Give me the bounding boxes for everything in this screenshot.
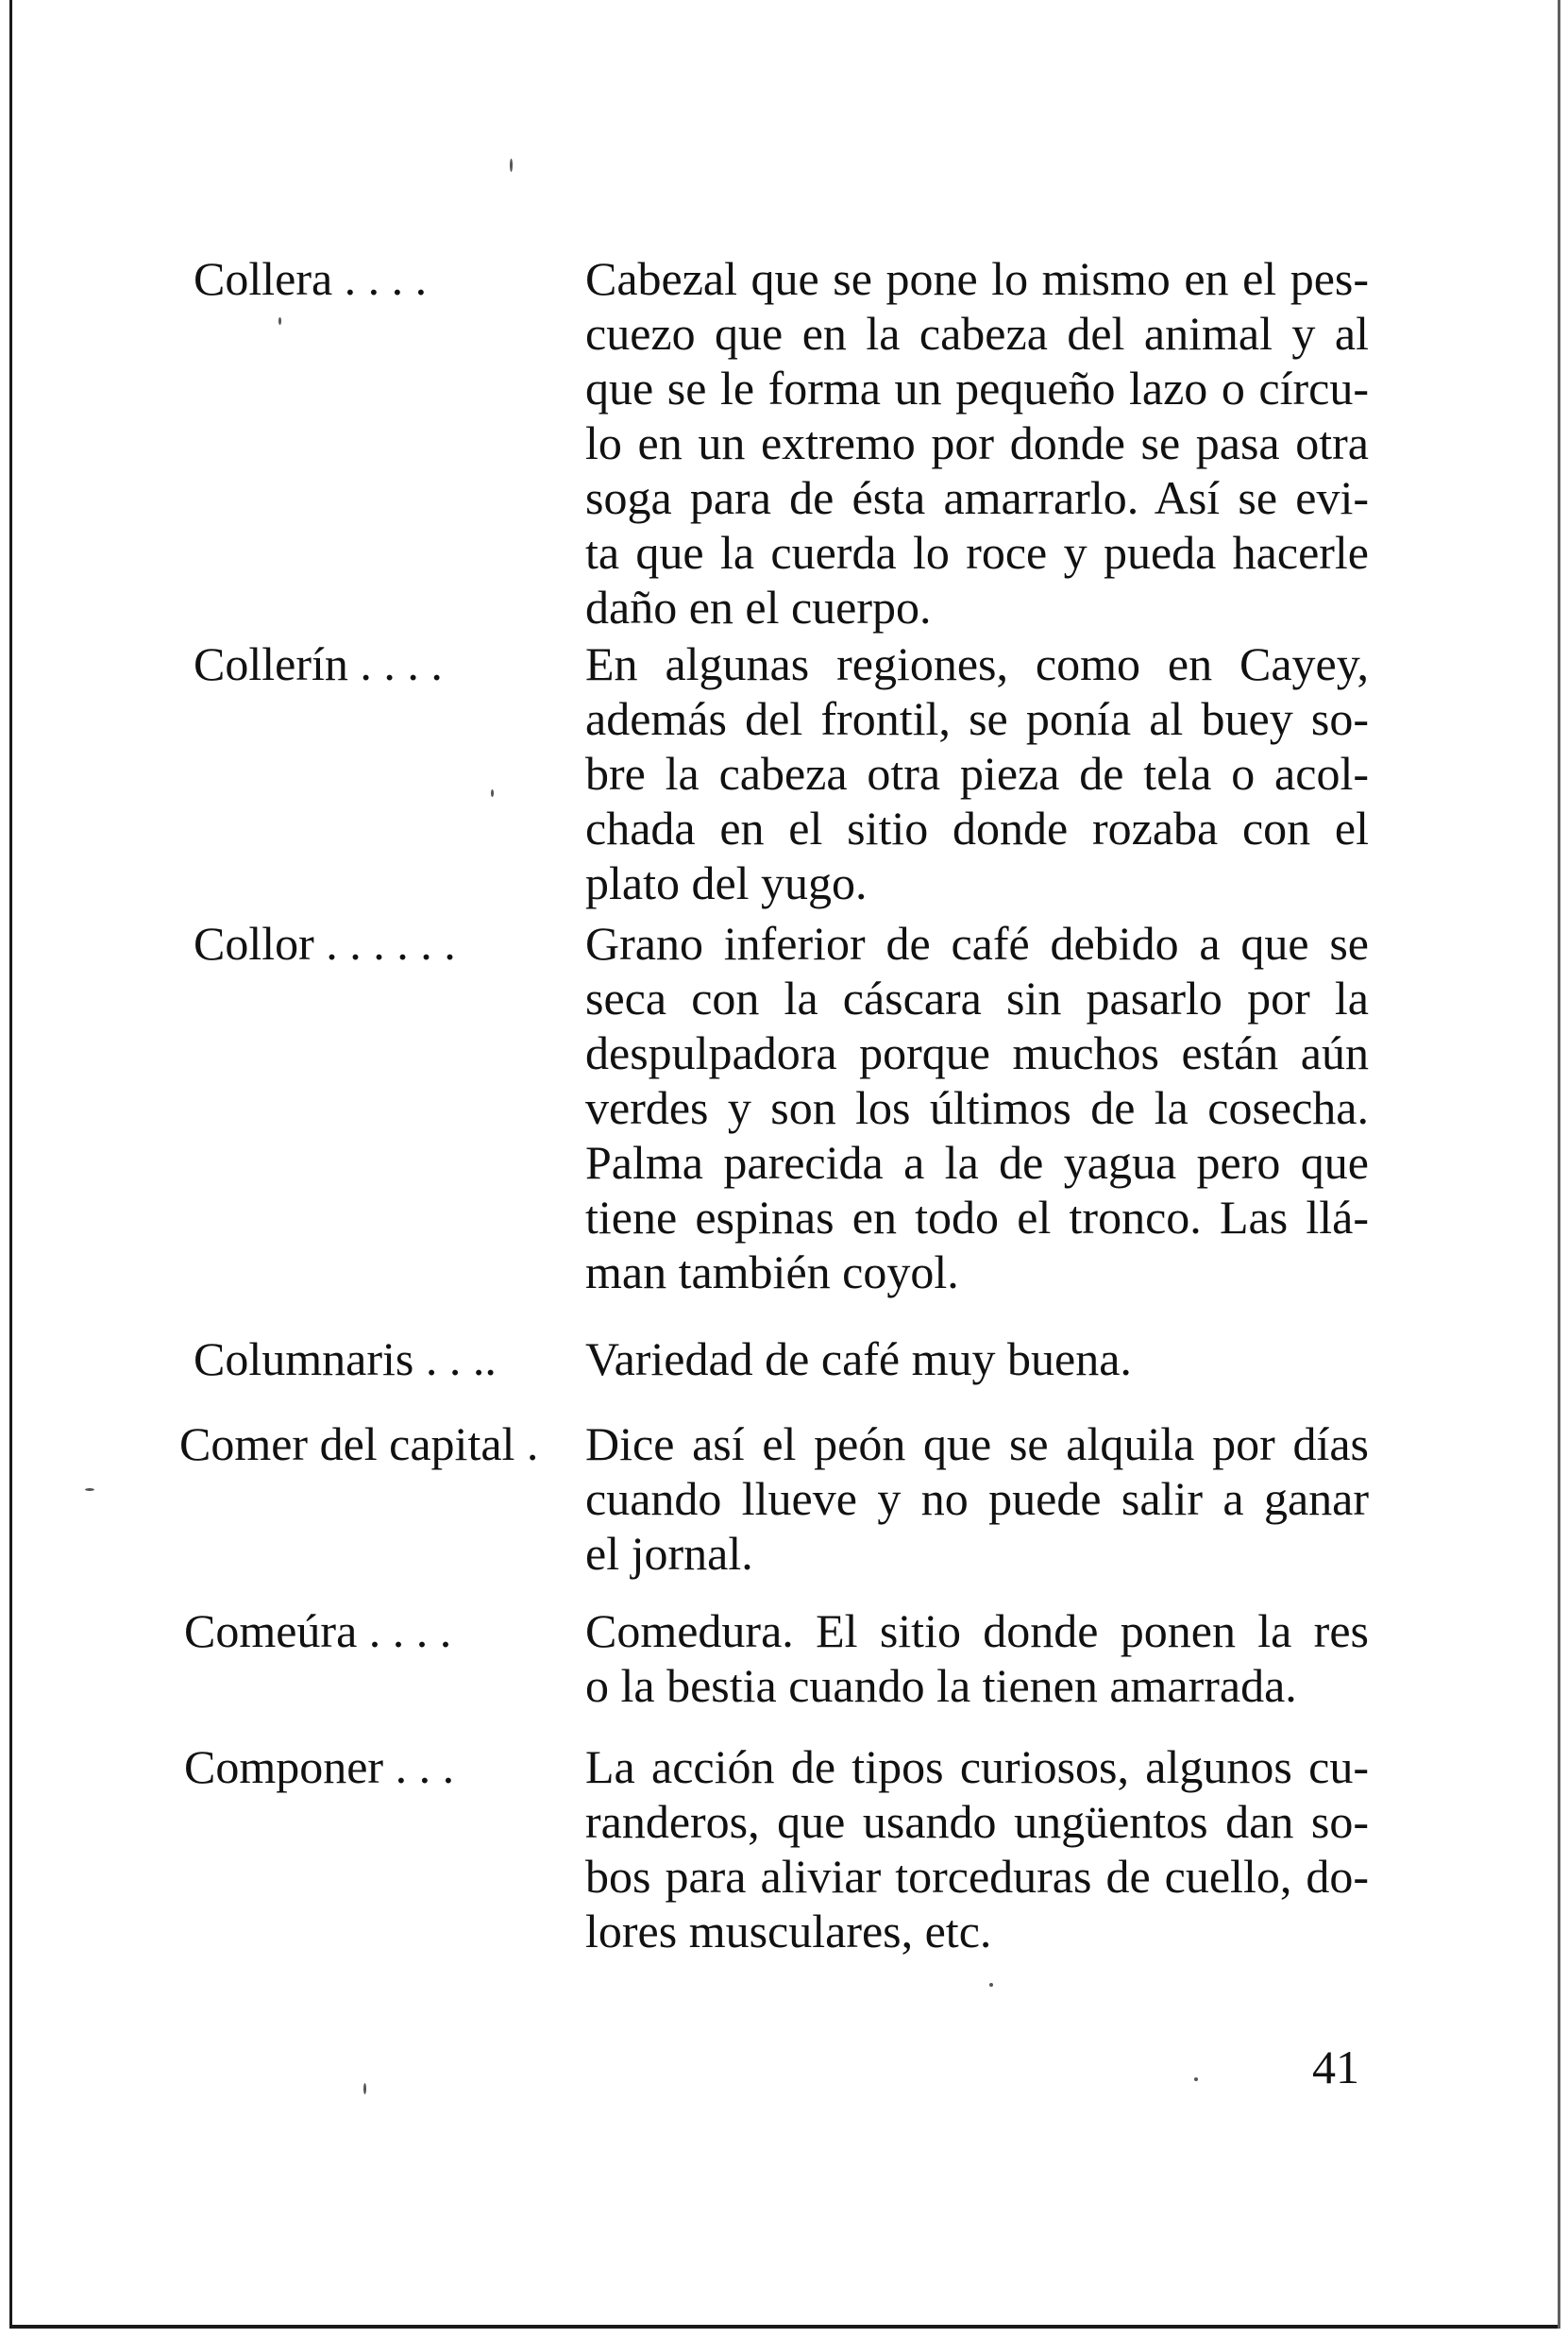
- entry-definition: [585, 1603, 1369, 1713]
- definition-line: ta que la cuerda lo roce y pueda hacerle: [585, 526, 1369, 579]
- definition-line: chada en el sitio donde rozaba con el: [585, 802, 1369, 855]
- scan-speck: [363, 2083, 366, 2094]
- definition-line: randeros, que usando ungüentos dan so-: [585, 1795, 1369, 1848]
- definition-line: lores musculares, etc.: [585, 1905, 992, 1957]
- definition-line: bre la cabeza otra pieza de tela o acol-: [585, 747, 1369, 800]
- definition-line: que se le forma un pequeño lazo o círcu-: [585, 362, 1369, 415]
- entry-definition: [585, 251, 1369, 635]
- definition-line: seca con la cáscara sin pasarlo por la: [585, 972, 1369, 1025]
- scan-speck: [491, 789, 494, 797]
- scan-speck: [278, 317, 281, 325]
- definition-line: La acción de tipos curiosos, algunos cu-: [585, 1740, 1369, 1793]
- definition-line: plato del yugo.: [585, 856, 868, 909]
- definition-line: bos para aliviar torceduras de cuello, do-: [585, 1850, 1369, 1903]
- definition-line: cuezo que en la cabeza del animal y al: [585, 307, 1369, 360]
- scan-speck: [85, 1488, 94, 1491]
- definition-line: Grano inferior de café debido a que se: [585, 917, 1369, 970]
- entry-term: Columnaris . . ..: [194, 1332, 497, 1385]
- definition-line: despulpadora porque muchos están aún: [585, 1026, 1369, 1079]
- scan-border-right: [1558, 0, 1560, 2329]
- definition-line: verdes y son los últimos de la cosecha.: [585, 1081, 1369, 1134]
- definition-line: En algunas regiones, como en Cayey,: [585, 637, 1369, 690]
- scan-border-left: [9, 0, 12, 2329]
- definition-line: Variedad de café muy buena.: [585, 1332, 1132, 1385]
- entry-term: Componer . . .: [184, 1740, 455, 1793]
- scan-speck: [510, 159, 513, 172]
- definition-line: además del frontil, se ponía al buey so-: [585, 692, 1369, 745]
- entry-term: Collor . . . . . .: [194, 917, 456, 970]
- definition-line: soga para de ésta amarrarlo. Así se evi-: [585, 471, 1369, 524]
- entry-term: Collera . . . .: [194, 252, 428, 305]
- entry-definition: [585, 916, 1369, 1299]
- entry-definition: [585, 636, 1369, 910]
- definition-line: Cabezal que se pone lo mismo en el pes-: [585, 252, 1369, 305]
- definition-line: el jornal.: [585, 1527, 753, 1580]
- entry-term: Collerín . . . .: [194, 637, 443, 690]
- page-number: 41: [1312, 2041, 1359, 2093]
- definition-line: tiene espinas en todo el tronco. Las llá-: [585, 1191, 1369, 1244]
- definition-line: man también coyol.: [585, 1245, 959, 1298]
- scan-border-bottom: [9, 2325, 1558, 2329]
- definition-line: cuando llueve y no puede salir a ganar: [585, 1472, 1369, 1525]
- definition-line: Palma parecida a la de yagua pero que: [585, 1136, 1369, 1189]
- entry-definition: [585, 1331, 1369, 1386]
- definition-line: daño en el cuerpo.: [585, 581, 932, 634]
- entry-definition: [585, 1739, 1369, 1958]
- entry-definition: [585, 1416, 1369, 1581]
- definition-line: Comedura. El sitio donde ponen la res: [585, 1604, 1369, 1657]
- definition-line: o la bestia cuando la tienen amarrada.: [585, 1659, 1297, 1712]
- entry-term: Comeúra . . . .: [184, 1604, 452, 1657]
- definition-line: lo en un extremo por donde se pasa otra: [585, 416, 1369, 469]
- scan-speck: [1194, 2077, 1198, 2081]
- definition-line: Dice así el peón que se alquila por días: [585, 1417, 1369, 1470]
- entry-term: Comer del capital .: [179, 1417, 539, 1470]
- scan-speck: [989, 1983, 993, 1987]
